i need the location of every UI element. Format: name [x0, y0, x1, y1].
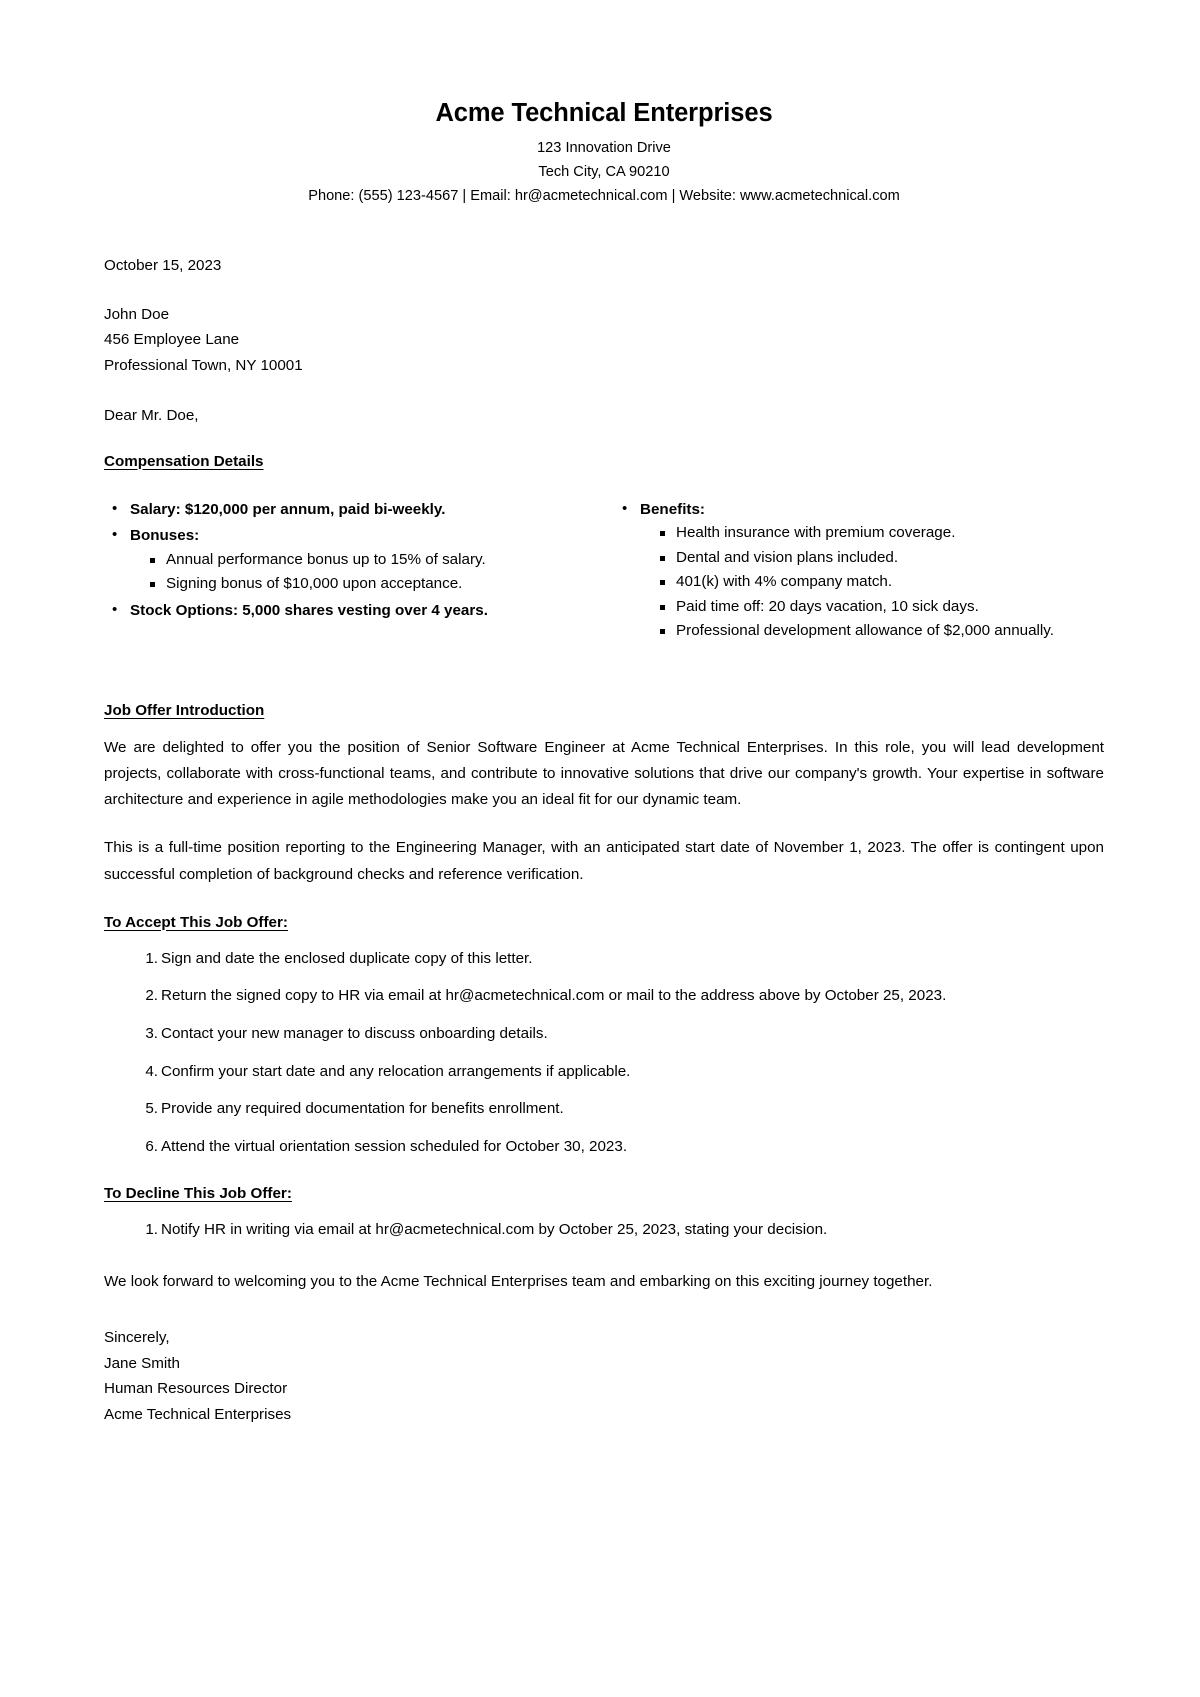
company-contact-line: Phone: (555) 123-4567 | Email: hr@acmetechnical.com | Website: www.acmetechnical.com	[308, 187, 900, 204]
introduction-paragraph-2: This is a full-time position reporting to the Engineering Manager, with an anticipated start date of November 1, 2023. The offer is contingent upon successful completion of background checks and reference verification.	[104, 839, 1104, 883]
section-heading-compensation: Compensation Details	[104, 452, 264, 470]
list-item	[104, 599, 590, 623]
list-item-label: Benefits:	[640, 500, 705, 518]
sub-list	[640, 521, 1104, 643]
step-item: Return the signed copy to HR via email at hr@acmetechnical.com or mail to the address above by October 25, 2023.	[161, 987, 947, 1005]
section-heading-introduction: Job Offer Introduction	[104, 701, 265, 719]
section-heading-accept: To Accept This Job Offer:	[104, 913, 288, 931]
compensation-left-column	[104, 498, 604, 646]
compensation-right-column	[604, 498, 1104, 646]
letterhead	[104, 96, 1104, 208]
letter-date: October 15, 2023	[104, 257, 222, 275]
list-item	[614, 498, 1104, 643]
signer-title: Human Resources Director	[104, 1380, 288, 1398]
step-item: Contact your new manager to discuss onboarding details.	[161, 1024, 548, 1042]
list-item-label: Bonuses:	[130, 527, 200, 545]
section-heading-decline: To Decline This Job Offer:	[104, 1185, 292, 1203]
sub-list-item: Dental and vision plans included.	[640, 546, 1104, 570]
signature-block	[104, 1325, 1104, 1427]
closing-paragraph: We look forward to welcoming you to the Acme Technical Enterprises team and embarking on this exciting journey together.	[104, 1273, 933, 1291]
step-item: Attend the virtual orientation session scheduled for October 30, 2023.	[161, 1137, 628, 1155]
list-item	[104, 524, 590, 596]
sub-list-item: Signing bonus of $10,000 upon acceptance.	[130, 572, 590, 596]
list-item-label: Stock Options: 5,000 shares vesting over 4 years.	[130, 601, 488, 619]
sub-list	[130, 548, 590, 596]
sub-list-item: Professional development allowance of $2,000 annually.	[640, 619, 1104, 643]
sign-off: Sincerely,	[104, 1329, 170, 1347]
compensation-columns	[104, 498, 1104, 646]
list-item-label: Salary: $120,000 per annum, paid bi-weekly.	[130, 500, 446, 518]
signer-company: Acme Technical Enterprises	[104, 1405, 292, 1423]
step-item: Provide any required documentation for benefits enrollment.	[161, 1100, 564, 1118]
recipient-city-state-zip: Professional Town, NY 10001	[104, 356, 303, 374]
step-item: Notify HR in writing via email at hr@acmetechnical.com by October 25, 2023, stating your decision.	[161, 1221, 828, 1239]
signer-name: Jane Smith	[104, 1354, 180, 1372]
sub-list-item: Annual performance bonus up to 15% of salary.	[130, 548, 590, 572]
accept-steps-list	[104, 947, 1104, 1160]
company-name: Acme Technical Enterprises	[435, 99, 773, 127]
recipient-street: 456 Employee Lane	[104, 331, 240, 349]
sub-list-item: Health insurance with premium coverage.	[640, 521, 1104, 545]
compensation-left-list	[104, 498, 590, 623]
decline-steps-list	[104, 1218, 1104, 1243]
compensation-right-list	[614, 498, 1104, 643]
sub-list-item: 401(k) with 4% company match.	[640, 570, 1104, 594]
introduction-paragraph-1: We are delighted to offer you the position of Senior Software Engineer at Acme Technical Enterprises. In this role, you will lead development projects, collaborate with cross-functional teams, and contribute to innovative solutions that drive our company's growth. Your expertise in software architecture and experience in agile methodologies make you an ideal fit for our dynamic team.	[104, 738, 1104, 809]
recipient-name: John Doe	[104, 305, 170, 323]
list-item	[104, 498, 590, 522]
company-address-line-2: Tech City, CA 90210	[538, 164, 670, 181]
salutation: Dear Mr. Doe,	[104, 407, 199, 425]
company-address-line-1: 123 Innovation Drive	[537, 140, 671, 157]
step-item: Confirm your start date and any relocation arrangements if applicable.	[161, 1062, 631, 1080]
recipient-address-block	[104, 302, 1104, 379]
step-item: Sign and date the enclosed duplicate copy of this letter.	[161, 949, 533, 967]
sub-list-item: Paid time off: 20 days vacation, 10 sick days.	[640, 595, 1104, 619]
